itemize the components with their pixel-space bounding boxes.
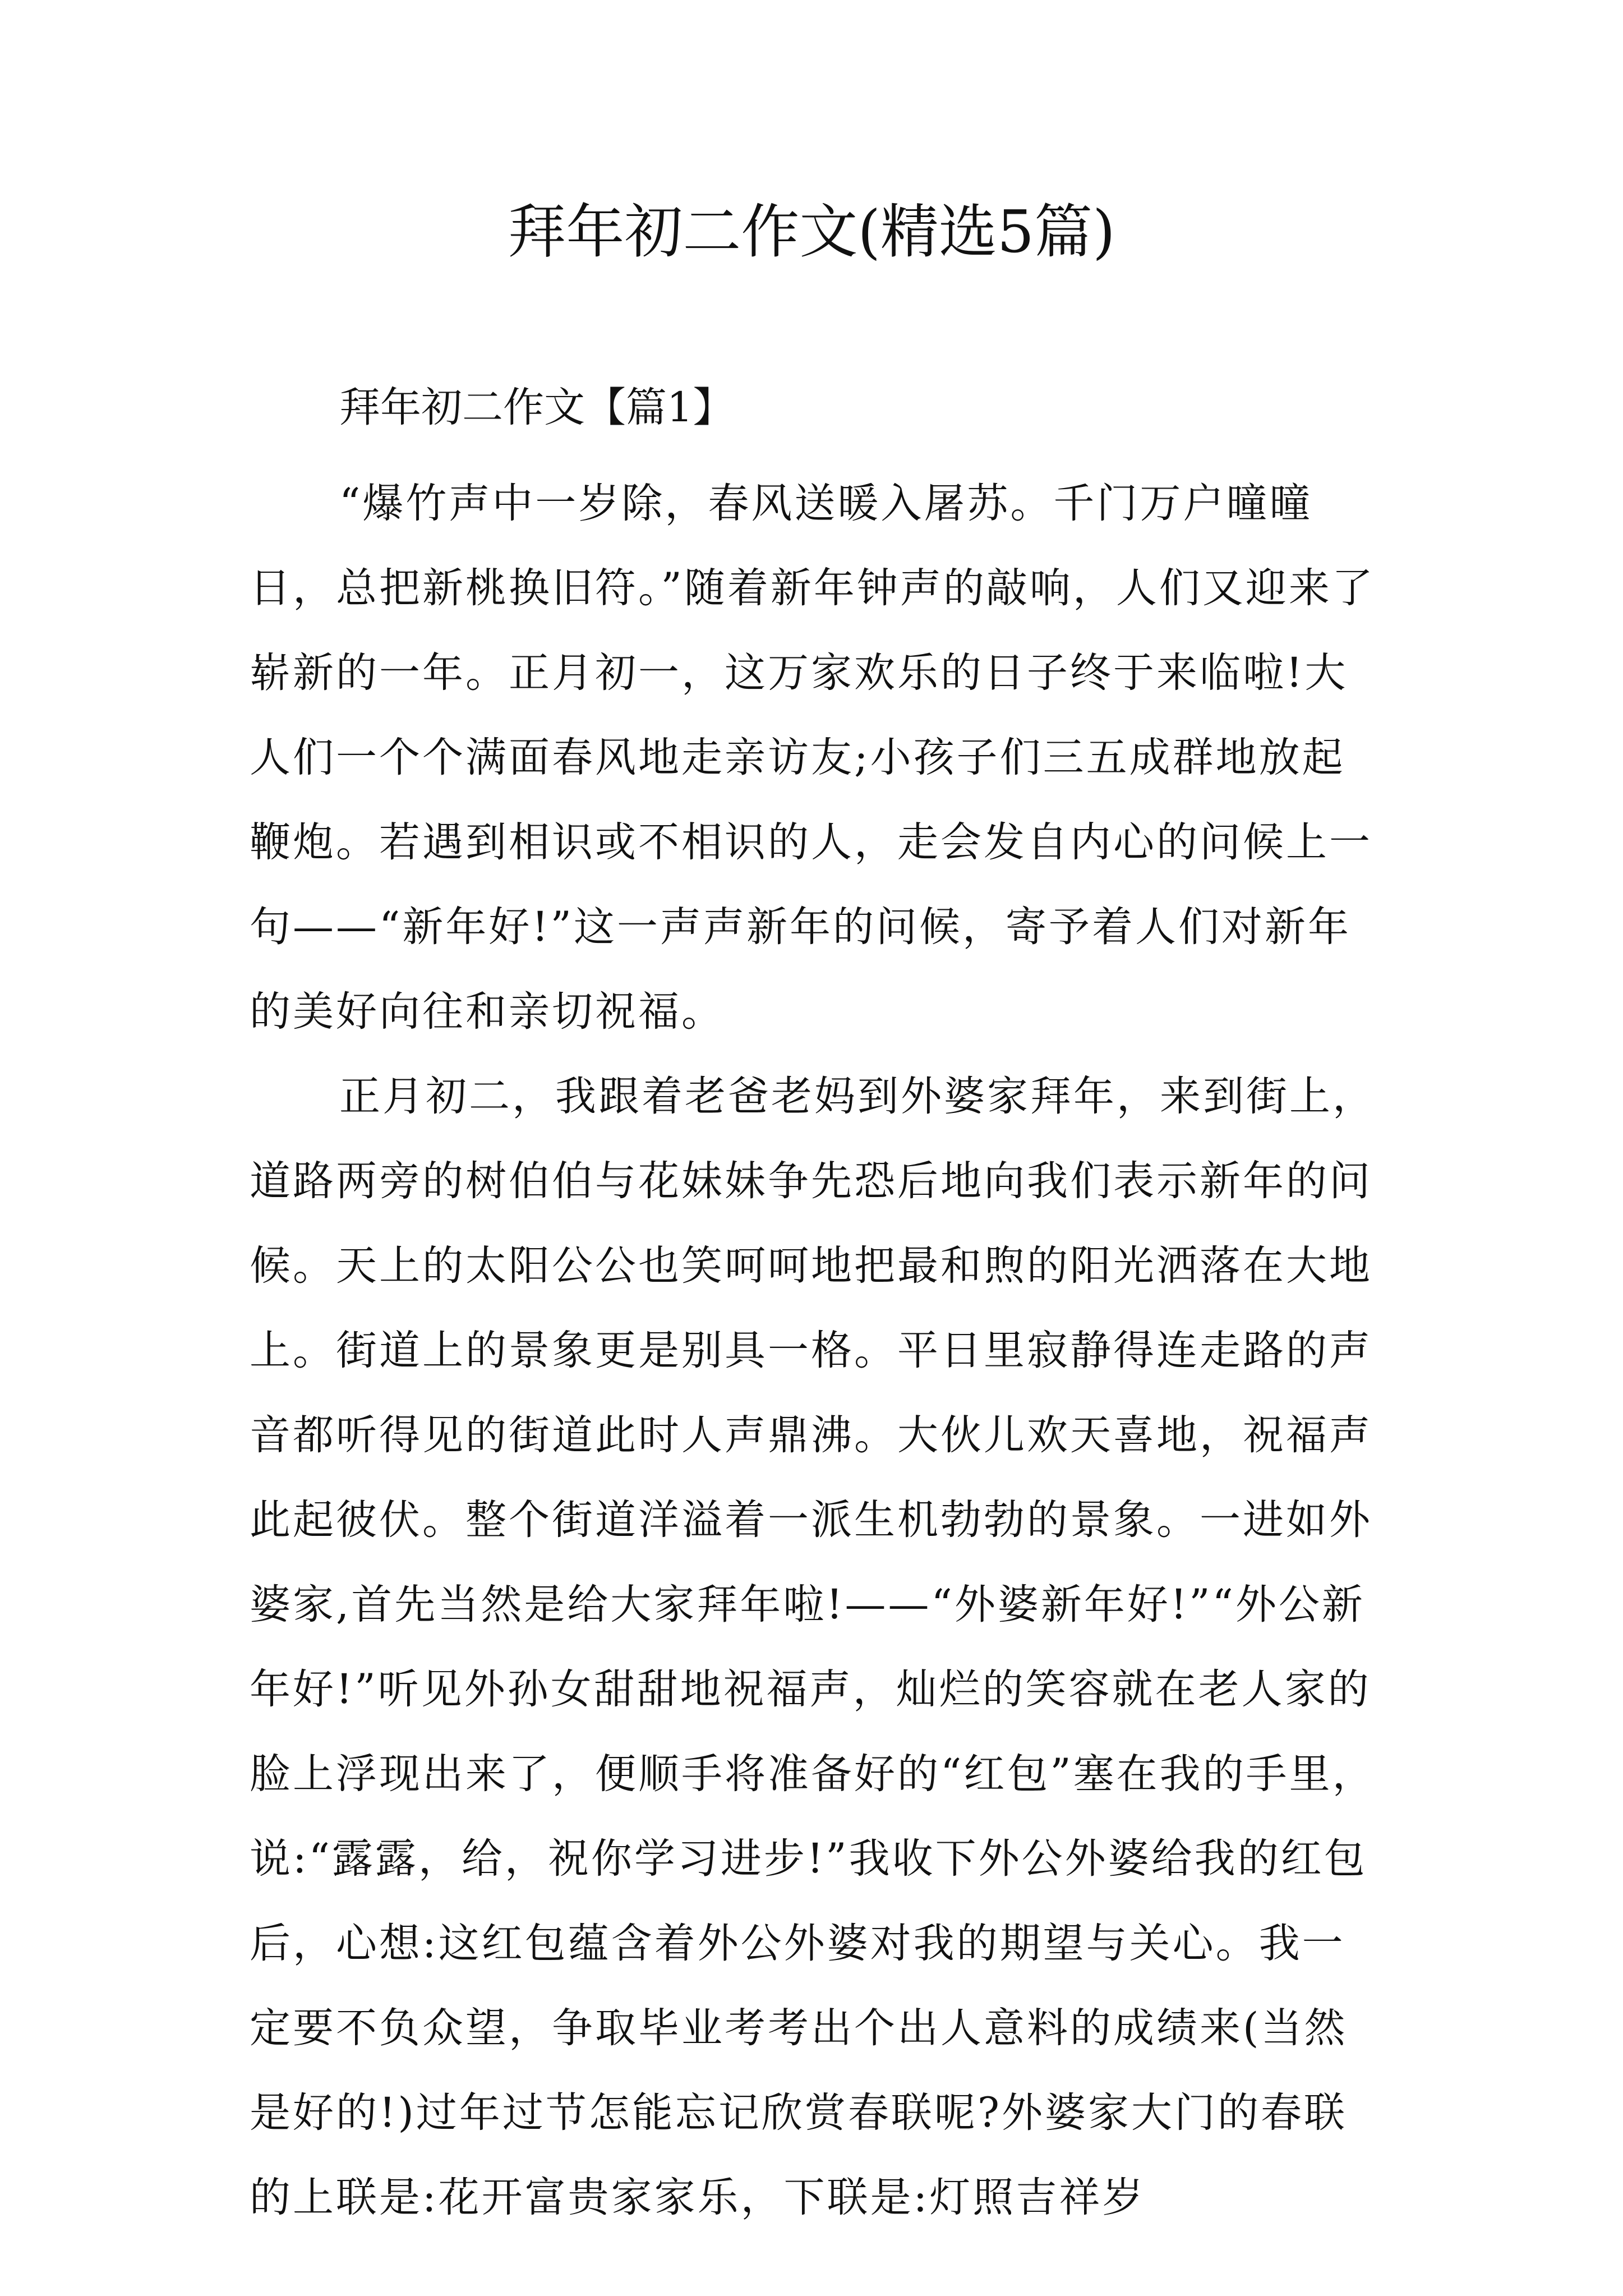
paragraph: “爆竹声中一岁除，春风送暖入屠苏。千门万户曈曈日，总把新桃换旧符。”随着新年钟声的敲响，人们又迎来了崭新的一年。正月初一，这万家欢乐的日子终于来临啦!大人们一个个满面春风地走亲访友;小孩子们三五成群地放起鞭炮。若遇到相识或不相识的人，走会发自内心的问候上一句——“新年好!”这一声声新年的问候，寄予着人们对新年的美好向往和亲切祝福。: [250, 480, 1375, 1036]
paragraph: 正月初二，我跟着老爸老妈到外婆家拜年，来到街上，道路两旁的树伯伯与花妹妹争先恐后地向我们表示新年的问候。天上的太阳公公也笑呵呵地把最和煦的阳光洒落在大地上。街道上的景象更是别具一格。平日里寂静得连走路的声音都听得见的街道此时人声鼎沸。大伙儿欢天喜地，祝福声此起彼伏。整个街道洋溢着一派生机勃勃的景象。一进如外婆家,首先当然是给大家拜年啦!——“外婆新年好!”“外公新年好!”听见外孙女甜甜地祝福声，灿烂的笑容就在老人家的脸上浮现出来了，便顺手将准备好的“红包”塞在我的手里，说:“露露，给，祝你学习进步!”我收下外公外婆给我的红包后，心想:这红包蕴含着外公外婆对我的期望与关心。我一定要不负众望，争取毕业考考出个出人意料的成绩来(当然是好的!)过年过节怎能忘记欣赏春联呢?外婆家大门的春联的上联是:花开富贵家家乐，下联是:灯照吉祥岁: [250, 1073, 1376, 2221]
document-title: 拜年初二作文(精选5篇): [508, 197, 1115, 266]
document-body: [250, 381, 1382, 2240]
section-heading: 拜年初二作文【篇1】: [339, 384, 734, 431]
